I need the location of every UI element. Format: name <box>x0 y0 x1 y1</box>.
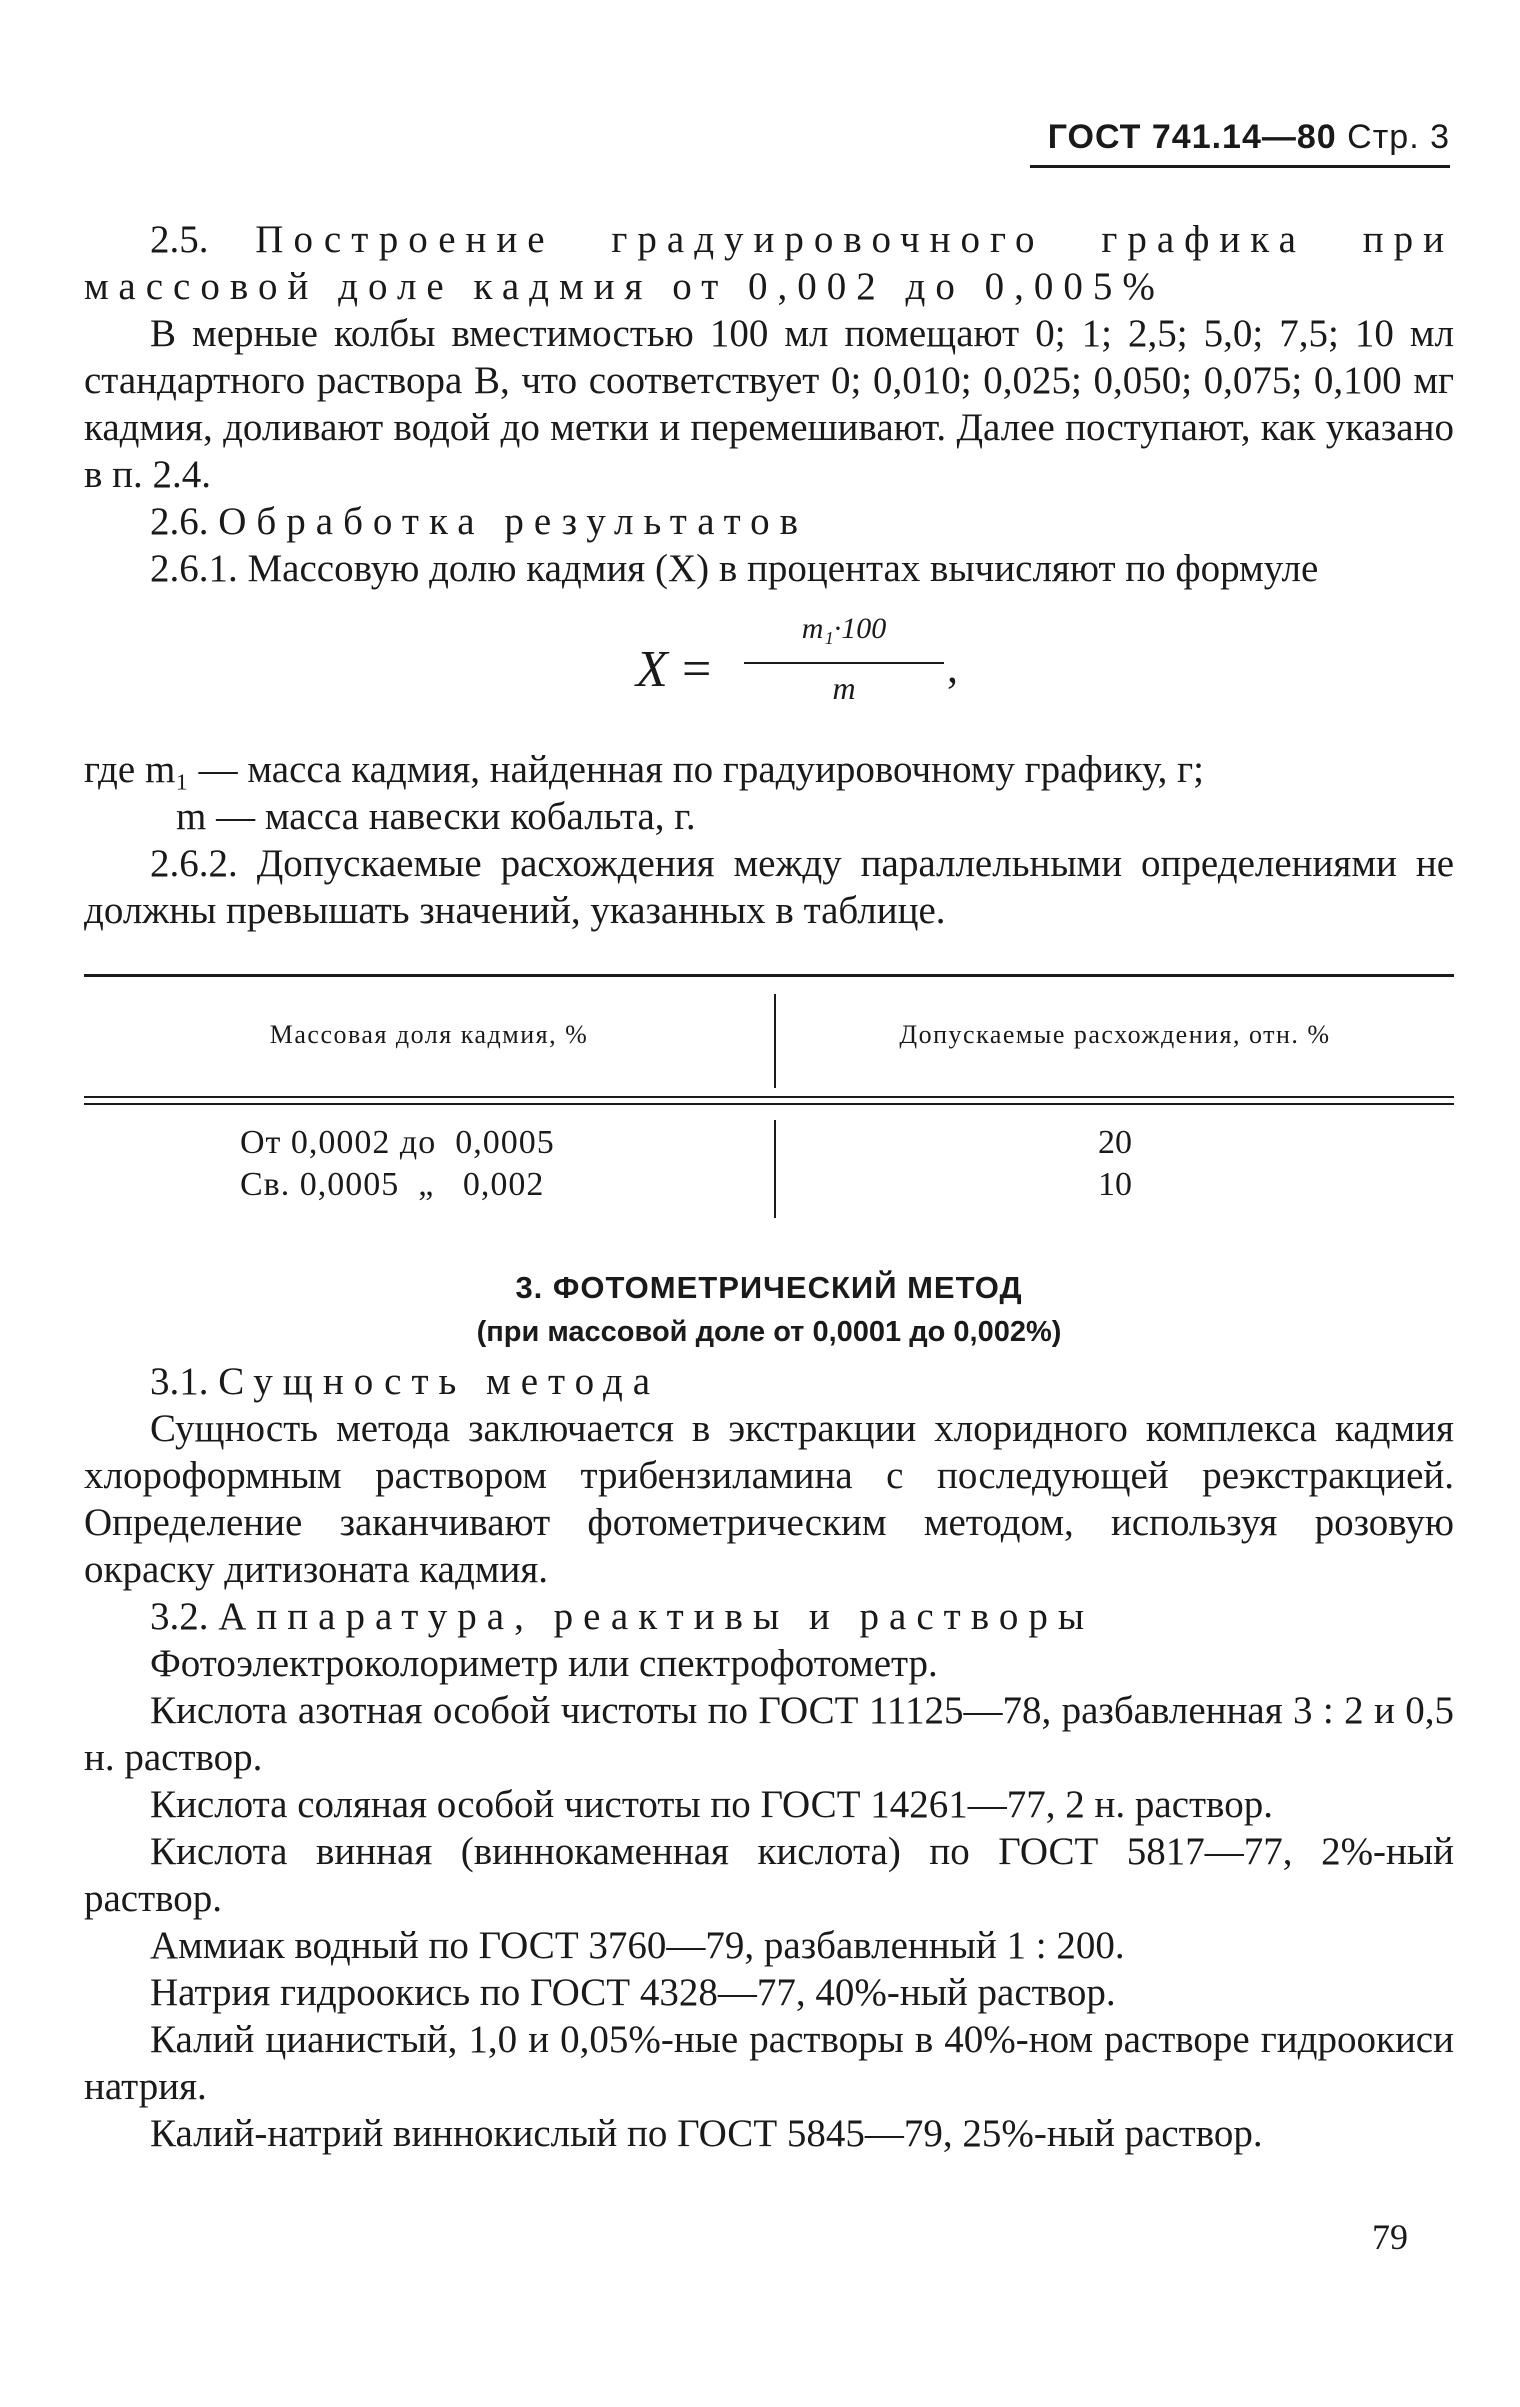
reagent-item: Фотоэлектроколориметр или спектрофотометр. <box>150 1642 938 1685</box>
section-3-1-number: 3.1. <box>150 1360 209 1403</box>
formula-where-m1: где m₁ — масса кадмия, найденная по градуировочному графику, г; <box>84 748 1204 791</box>
section-3-1-heading: Сущность метода <box>218 1360 661 1403</box>
header-page: Стр. 3 <box>1347 118 1450 156</box>
reagent-item: Калий-натрий виннокислый по ГОСТ 5845—79, 25%-ный раствор. <box>150 2112 1263 2155</box>
reagent-item: Натрия гидроокись по ГОСТ 4328—77, 40%-ный раствор. <box>150 1971 1116 2014</box>
section-2-6-title <box>84 498 1454 545</box>
reagent-item: Кислота соляная особой чистоты по ГОСТ 14261—77, 2 н. раствор. <box>150 1783 1273 1826</box>
table-column-ranges <box>240 1122 555 1206</box>
reagent-item: Кислота азотная особой чистоты по ГОСТ 11125—78, разбавленная 3 : 2 и 0,5 н. раствор. <box>84 1689 1454 1779</box>
formula-numerator: m₁·100 <box>801 612 887 645</box>
section-3-subtitle: (при массовой доле от 0,0001 до 0,002%) <box>476 1316 1062 1348</box>
section-2-5-heading: Построение градуировочного графика при массовой доле кадмия от 0,002 до 0,005% <box>84 218 1454 308</box>
formula-denominator: m <box>832 670 856 706</box>
header-gost: ГОСТ 741.14—80 <box>1047 118 1337 156</box>
formula-where-m: m — масса навески кобальта, г. <box>176 795 696 838</box>
table-top-rule <box>84 974 1454 977</box>
section-2-5-title <box>84 216 1454 310</box>
table-row-1-range: От 0,0002 до 0,0005 <box>240 1124 555 1161</box>
formula-fraction <box>744 612 944 707</box>
table-header-tolerance: Допускаемые расхождения, отн. % <box>899 1020 1331 1049</box>
page-number: 79 <box>1372 2217 1408 2257</box>
table-row-1-value: 20 <box>1098 1124 1132 1161</box>
table-row-2-range: Св. 0,0005 „ 0,002 <box>240 1166 545 1203</box>
table-header-rule-1 <box>84 1096 1454 1098</box>
section-3-2-title <box>84 1593 1454 1640</box>
section-3-1-title <box>84 1358 1454 1405</box>
formula-comma: , <box>947 643 958 692</box>
tolerance-table <box>84 974 1454 1224</box>
reagent-item: Кислота винная (виннокаменная кислота) по ГОСТ 5817—77, 2%-ный раствор. <box>84 1830 1454 1920</box>
table-column-values <box>776 1122 1454 1206</box>
table-header-mass-fraction: Массовая доля кадмия, % <box>269 1020 589 1049</box>
main-content <box>84 216 1454 2157</box>
table-header-rule-2 <box>84 1103 1454 1105</box>
paragraph-2-6-2: 2.6.2. Допускаемые расхождения между параллельными определениями не должны превышать значений, указанных в таблице. <box>84 842 1454 932</box>
formula-equals: = <box>682 641 712 698</box>
section-2-6-number: 2.6. <box>150 500 209 543</box>
section-2-5-body: В мерные колбы вместимостью 100 мл помещают 0; 1; 2,5; 5,0; 7,5; 10 мл стандартного раствора В, что соответствует 0; 0,010; 0,025; 0,050; 0,075; 0,100 мг кадмия, доливают водой до метки и перемешивают. Далее поступают, как указано в п. 2.4. <box>84 312 1454 496</box>
section-3-title: 3. ФОТОМЕТРИЧЕСКИЙ МЕТОД <box>515 1270 1023 1305</box>
formula-lhs: X <box>636 641 668 698</box>
section-3-2-heading: Аппаратура, реактивы и растворы <box>218 1595 1095 1638</box>
formula <box>84 596 1454 738</box>
section-2-5-number: 2.5. <box>150 218 209 261</box>
section-2-6-heading: Обработка результатов <box>218 500 809 543</box>
section-3-2-number: 3.2. <box>150 1595 209 1638</box>
paragraph-2-6-1: 2.6.1. Массовую долю кадмия (X) в процентах вычисляют по формуле <box>150 547 1319 590</box>
section-3-1-body: Сущность метода заключается в экстракции хлоридного комплекса кадмия хлороформным раствором трибензиламина с последующей реэкстракцией. Определение заканчивают фотометрическим методом, используя розовую окраску дитизоната кадмия. <box>84 1407 1454 1591</box>
page-header <box>1030 118 1450 168</box>
reagent-item: Аммиак водный по ГОСТ 3760—79, разбавленный 1 : 200. <box>150 1924 1125 1967</box>
table-row-2-value: 10 <box>1098 1166 1132 1203</box>
reagent-item: Калий цианистый, 1,0 и 0,05%-ные растворы в 40%-ном растворе гидроокиси натрия. <box>84 2018 1454 2108</box>
fraction-bar <box>744 662 944 664</box>
